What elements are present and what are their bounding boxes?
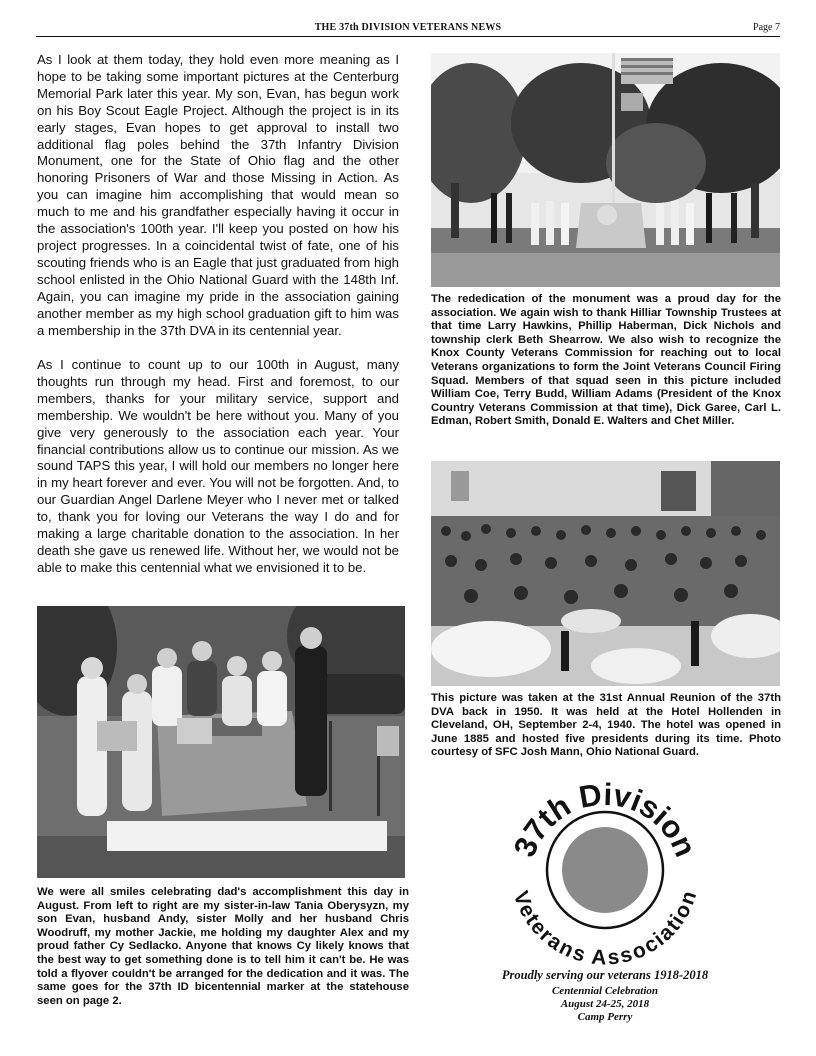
reunion-photo-caption: This picture was taken at the 31st Annual Reunion of the 37th DVA back in 1950. It was held at the Hotel Hollenden in Cleveland, OH, September 2-4, 1940. The hotel was opened in June 1885 and hosted five presidents during its time. Photo courtesy of SFC Josh Mann, Ohio National Guard. [431, 692, 781, 759]
family-celebration-photo [37, 606, 405, 878]
centennial-celebration: Centennial Celebration [551, 985, 659, 997]
page-number: Page 7 [753, 22, 780, 33]
monument-rededication-photo [431, 53, 780, 287]
celebration-location: Camp Perry [577, 1011, 633, 1023]
newsletter-title: THE 37th DIVISION VETERANS NEWS [314, 22, 502, 33]
page-header [36, 22, 780, 37]
association-tagline: Proudly serving our veterans 1918-2018 [501, 968, 709, 982]
logo-bottom-text: Veterans Association [508, 888, 702, 970]
family-photo-caption: We were all smiles celebrating dad's accomplishment this day in August. From left to right are my sister-in-law Tania Oberysyzn, my son Evan, husband Andy, sister Molly and her husband Chris Woodruff, my mother Jackie, me holding my daughter Alex and my proud father Cy Sedlacko. Anyone that knows Cy likely knows that the best way to get something done is to tell him it can't be. He was told a flyover couldn't be arranged for the dedication and it was. The same goes for the 37th ID bicentennial marker at the statehouse seen on page 2. [37, 886, 409, 1007]
article-paragraph-1: As I look at them today, they hold even more meaning as I hope to be taking some important pictures at the Centerburg Memorial Park later this year. My son, Evan, has begun work on his Boy Scout Eagle Project. Although the project is in its early stages, Evan hopes to get approval to install two additional flag poles behind the 37th Infantry Division Monument, one for the State of Ohio flag and the other honoring Prisoners of War and those Missing in Action. As you can imagine him accomplishing that would mean so much to me and his grandfather especially having it occur in the association's 100th year. I'll keep you posted on how his project progresses. In a coincidental twist of fate, one of his scouting friends who is an Eagle that just graduated from high school enlisted in the Ohio National Guard with the 148th Inf. Again, you can imagine my pride in the association gaining another member as my high school graduation gift to him was a membership in the 37th DVA in its centennial year. [37, 52, 399, 338]
division-association-logo [500, 770, 710, 970]
monument-photo-caption: The rededication of the monument was a proud day for the association. We again wish to thank Hilliar Township Trustees at that time Larry Hawkins, Phillip Haberman, Dick Nichols and township clerk Beth Shearrow. We also wish to recognize the Knox County Veterans Commission for reaching out to local Veterans organizations to form the Joint Veterans Council Firing Squad. Members of that squad seen in this picture included William Coe, Terry Budd, William Adams (President of the Knox Country Veterans Commission at that time), Dick Garee, Carl L. Edman, Robert Smith, Donald E. Walters and Chet Miller. [431, 293, 781, 428]
logo-top-text: 37th Division [506, 776, 704, 862]
article-paragraph-2: As I continue to count up to our 100th in August, many thoughts run through my head. First and foremost, to our members, thanks for your military service, support and membership. We wouldn't be here without you. Many of you give very generously to the association each year. Your financial contributions allow us to continue our mission. As we sound TAPS this year, I will hold our members no longer here in my heart forever and ever. You will not be forgotten. And, to our Guardian Angel Darlene Meyer who I never met or talked to, thank you for loving our Veterans the way I do and for making a large charitable donation to the association. In her death she gave us renewed life. Without her, we would not be able to make this centennial what we envisioned it to be. [37, 357, 399, 575]
logo-center-circle [562, 827, 648, 913]
reunion-banquet-photo [431, 461, 780, 686]
celebration-dates: August 24-25, 2018 [560, 998, 650, 1010]
